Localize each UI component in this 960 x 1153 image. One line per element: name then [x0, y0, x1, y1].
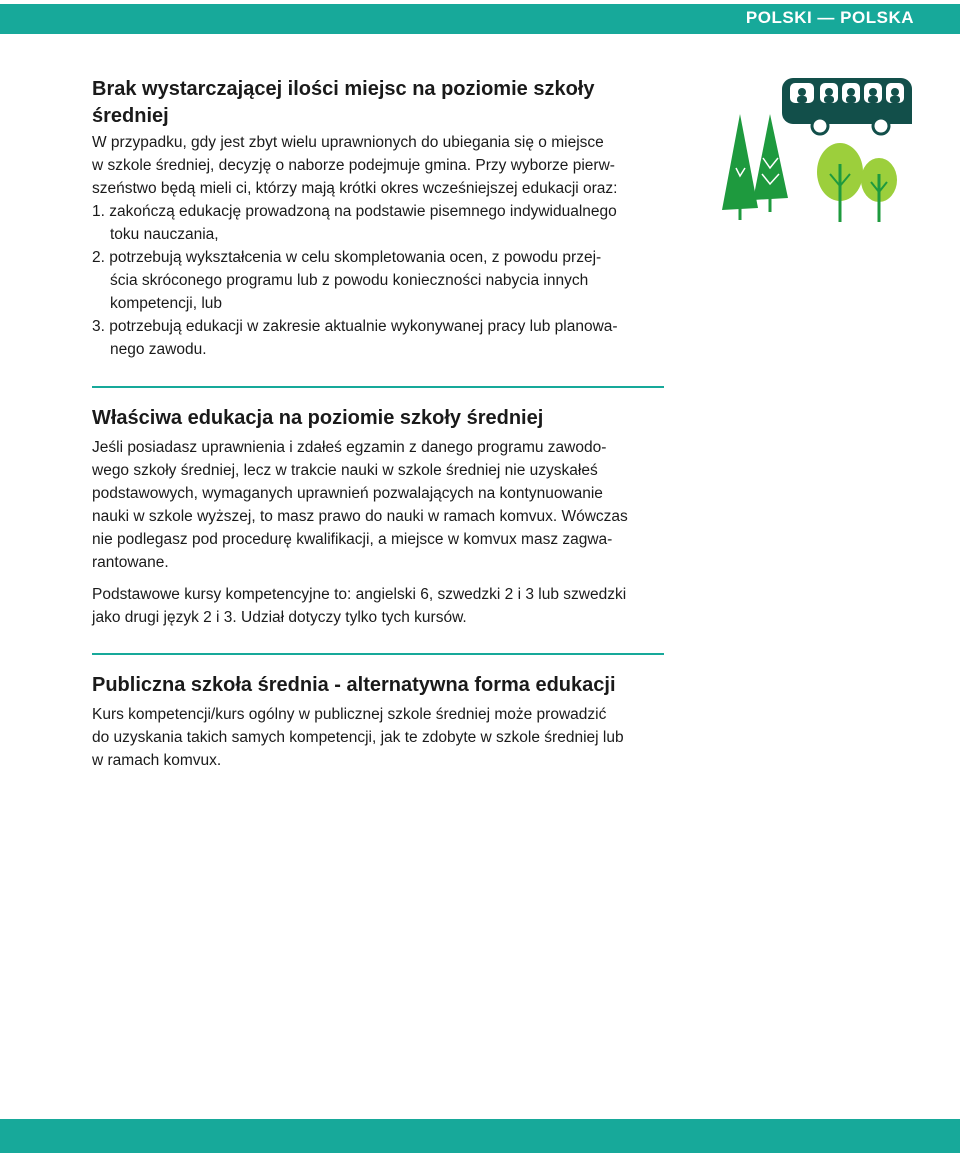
- section-public-high-school: [92, 672, 664, 772]
- list-item: [92, 315, 664, 361]
- text-line: do uzyskania takich samych kompetencji, jak te zdobyte w szkole średniej lub: [92, 729, 624, 746]
- bottom-banner: [0, 1119, 960, 1153]
- text-line: toku nauczania,: [110, 226, 219, 243]
- text-line: jako drugi język 2 i 3. Udział dotyczy tylko tych kursów.: [92, 609, 467, 626]
- text-line: W przypadku, gdy jest zbyt wielu uprawnionych do ubiegania się o miejsce: [92, 134, 604, 151]
- text-line: 3. potrzebują edukacji w zakresie aktualnie wykonywanej pracy lub planowa-: [92, 318, 618, 335]
- text-line: nego zawodu.: [110, 341, 207, 358]
- text-line: nie podlegasz pod procedurę kwalifikacji, a miejsce w komvux masz zagwa-: [92, 531, 613, 548]
- section-proper-education: [92, 405, 664, 629]
- text-line: w ramach komvux.: [92, 752, 222, 769]
- text-line: 1. zakończą edukację prowadzoną na podstawie pisemnego indywidualnego: [92, 203, 617, 220]
- bus-and-trees-icon: [718, 74, 918, 226]
- main-content: [92, 76, 664, 772]
- text-line: Jeśli posiadasz uprawnienia i zdałeś egzamin z danego programu zawodo-: [92, 439, 607, 456]
- language-label: POLSKI — POLSKA: [745, 8, 914, 27]
- title-line: średniej: [92, 105, 169, 127]
- text-line: rantowane.: [92, 554, 169, 571]
- list-item: [92, 200, 664, 246]
- paragraph: [92, 583, 664, 629]
- text-line: 2. potrzebują wykształcenia w celu skompletowania ocen, z powodu przej-: [92, 249, 602, 266]
- section-title: Właściwa edukacja na poziomie szkoły średniej: [92, 407, 544, 429]
- section-divider: [92, 653, 664, 655]
- priority-list: [92, 200, 664, 361]
- list-item: [92, 246, 664, 315]
- text-line: ścia skróconego programu lub z powodu konieczności nabycia innych: [110, 272, 589, 289]
- text-line: Podstawowe kursy kompetencyjne to: angielski 6, szwedzki 2 i 3 lub szwedzki: [92, 586, 627, 603]
- section-insufficient-places: [92, 76, 664, 361]
- section-title: Publiczna szkoła średnia - alternatywna forma edukacji: [92, 674, 616, 696]
- title-line: Brak wystarczającej ilości miejsc na poziomie szkoły: [92, 78, 595, 100]
- text-line: nauki w szkole wyższej, to masz prawo do nauki w ramach komvux. Wówczas: [92, 508, 628, 525]
- text-line: kompetencji, lub: [110, 295, 223, 312]
- section-divider: [92, 386, 664, 388]
- text-line: wego szkoły średniej, lecz w trakcie nauki w szkole średniej nie uzyskałeś: [92, 462, 598, 479]
- text-line: Kurs kompetencji/kurs ogólny w publicznej szkole średniej może prowadzić: [92, 706, 607, 723]
- text-line: w szkole średniej, decyzję o naborze podejmuje gmina. Przy wyborze pierw-: [92, 157, 615, 174]
- intro-paragraph: [92, 131, 664, 200]
- text-line: podstawowych, wymaganych uprawnień pozwalających na kontynuowanie: [92, 485, 603, 502]
- section-title: [92, 76, 664, 130]
- top-banner: [0, 4, 960, 34]
- pine-tree-icon: [722, 114, 788, 220]
- round-tree-icon: [817, 143, 897, 222]
- paragraph: [92, 703, 664, 772]
- bus-icon: [782, 78, 912, 134]
- paragraph: [92, 436, 664, 574]
- text-line: szeństwo będą mieli ci, którzy mają krótki okres wcześniejszej edukacji oraz:: [92, 180, 618, 197]
